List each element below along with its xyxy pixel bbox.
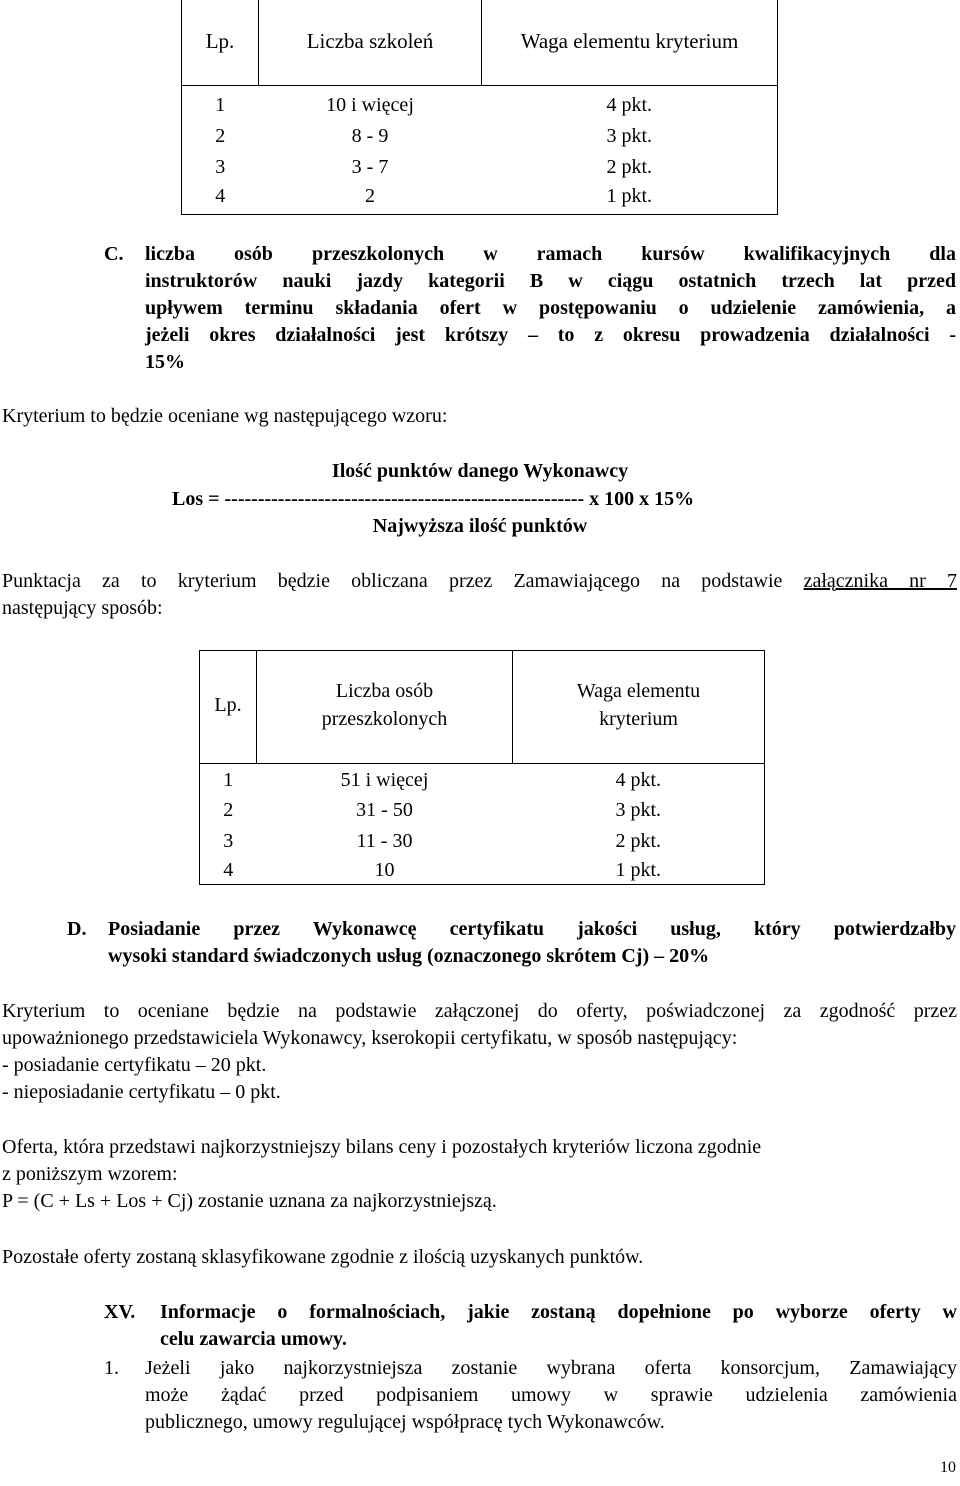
section-d-line: Posiadanie przez Wykonawcę certyfikatu jakości usług, który potwierdzałby [108,918,956,940]
table-cell: 11 - 30 [356,829,413,852]
section-xv-line: Informacje o formalnościach, jakie zostaną dopełnione po wyborze oferty w [160,1301,957,1323]
attachment-link: załącznika nr 7 [803,570,957,592]
table-header-cell: Liczba osób przeszkolonych [257,651,513,764]
table-cell: 4 [182,183,259,215]
oferta-line: z poniższym wzorem: [2,1163,178,1185]
table-row [182,183,778,215]
section-c-line: liczba osób przeszkolonych w ramach kursów kwalifikacyjnych dla [145,243,956,265]
item-1-line: Jeżeli jako najkorzystniejsza zostanie wybrana oferta konsorcjum, Zamawiający [145,1357,957,1379]
section-c-line: jeżeli okres działalności jest krótszy – to z okresu prowadzenia działalności - [145,324,956,346]
table-cell: 2 pkt. [482,152,778,183]
punktacja-line [2,568,957,595]
table-header-cell: Waga elementu kryterium [513,651,765,764]
table-row [200,764,765,795]
table-cell: 3 [200,826,257,857]
punktacja-text: Punktacja za to kryterium będzie obliczana przez Zamawiającego na podstawie [2,570,804,592]
formula-line: Los = ------------------------------------------------------ x 100 x 15% [172,488,695,510]
table-cell: 1 [200,764,257,795]
table-cell: 51 i więcej [340,768,429,791]
table-cell: 8 - 9 [351,125,389,147]
formula-denominator: Najwyższa ilość punktów [372,515,588,537]
formula-intro: Kryterium to będzie oceniane wg następującego wzoru: [2,405,448,427]
table-cell: 31 - 50 [356,798,413,821]
table-row [182,121,778,152]
table-header-cell: Liczba szkoleń [259,0,482,85]
cert-line: upoważnionego przedstawiciela Wykonawcy, kserokopii certyfikatu, w sposób następujący: [2,1027,738,1049]
table-cell: 4 [200,857,257,885]
table-cell: 3 [182,152,259,183]
table-cell: 3 pkt. [482,121,778,152]
punktacja-line: następujący sposób: [2,597,163,619]
item-1-marker: 1. [104,1357,119,1379]
table-header-row [182,0,778,85]
cert-line: - nieposiadanie certyfikatu – 0 pkt. [2,1081,281,1103]
table-cell: 4 pkt. [513,764,765,795]
table-cell: 10 i więcej [326,93,414,116]
cert-line: - posiadanie certyfikatu – 20 pkt. [2,1054,267,1076]
table-row [200,795,765,826]
table-header-cell: Lp. [182,0,259,85]
section-c-line: upływem terminu składania ofert w postępowaniu o udzielenie zamówienia, a [145,297,956,319]
section-xv-line: celu zawarcia umowy. [160,1328,347,1350]
table-cell: 3 pkt. [513,795,765,826]
section-d-marker: D. [67,918,87,940]
section-c-line: instruktorów nauki jazdy kategorii B w ciągu ostatnich trzech lat przed [145,270,956,292]
table-cell: 3 - 7 [351,156,389,178]
section-xv-marker: XV. [104,1301,136,1323]
pozostale-text: Pozostałe oferty zostaną sklasyfikowane zgodnie z ilością uzyskanych punktów. [2,1246,644,1268]
table-cell: 1 [182,85,259,121]
table-trained-persons [199,650,765,885]
table-cell: 4 pkt. [482,85,778,121]
cert-line: Kryterium to oceniane będzie na podstawie załączonej do oferty, poświadczonej za zgodność przez [2,1000,957,1022]
section-d-line: wysoki standard świadczonych usług (oznaczonego skrótem Cj) – 20% [108,945,710,967]
table-row [182,85,778,121]
table-cell: 2 [182,121,259,152]
table-training-count [181,0,778,215]
table-header-cell: Lp. [200,651,257,764]
table-cell: 2 [200,795,257,826]
table-cell: 1 pkt. [513,857,765,885]
item-1-line: publicznego, umowy regulującej współpracę tych Wykonawców. [145,1411,665,1433]
section-c-line: 15% [145,351,185,373]
table-row [200,826,765,857]
table-row [182,152,778,183]
table-cell: 10 [257,857,513,885]
table-header-row [200,651,765,764]
oferta-line: P = (C + Ls + Los + Cj) zostanie uznana za najkorzystniejszą. [2,1190,497,1212]
oferta-line: Oferta, która przedstawi najkorzystniejszy bilans ceny i pozostałych kryteriów liczona zgodnie [2,1136,762,1158]
table-row [200,857,765,885]
formula-numerator: Ilość punktów danego Wykonawcy [331,460,629,482]
table-header-cell: Waga elementu kryterium [482,0,778,85]
item-1-line: może żądać przed podpisaniem umowy w sprawie udzielenia zamówienia [145,1384,957,1406]
page-number: 10 [940,1459,956,1476]
table-cell: 1 pkt. [482,183,778,215]
table-cell: 2 pkt. [513,826,765,857]
table-cell: 2 [259,183,482,215]
section-c-marker: C. [104,243,124,265]
